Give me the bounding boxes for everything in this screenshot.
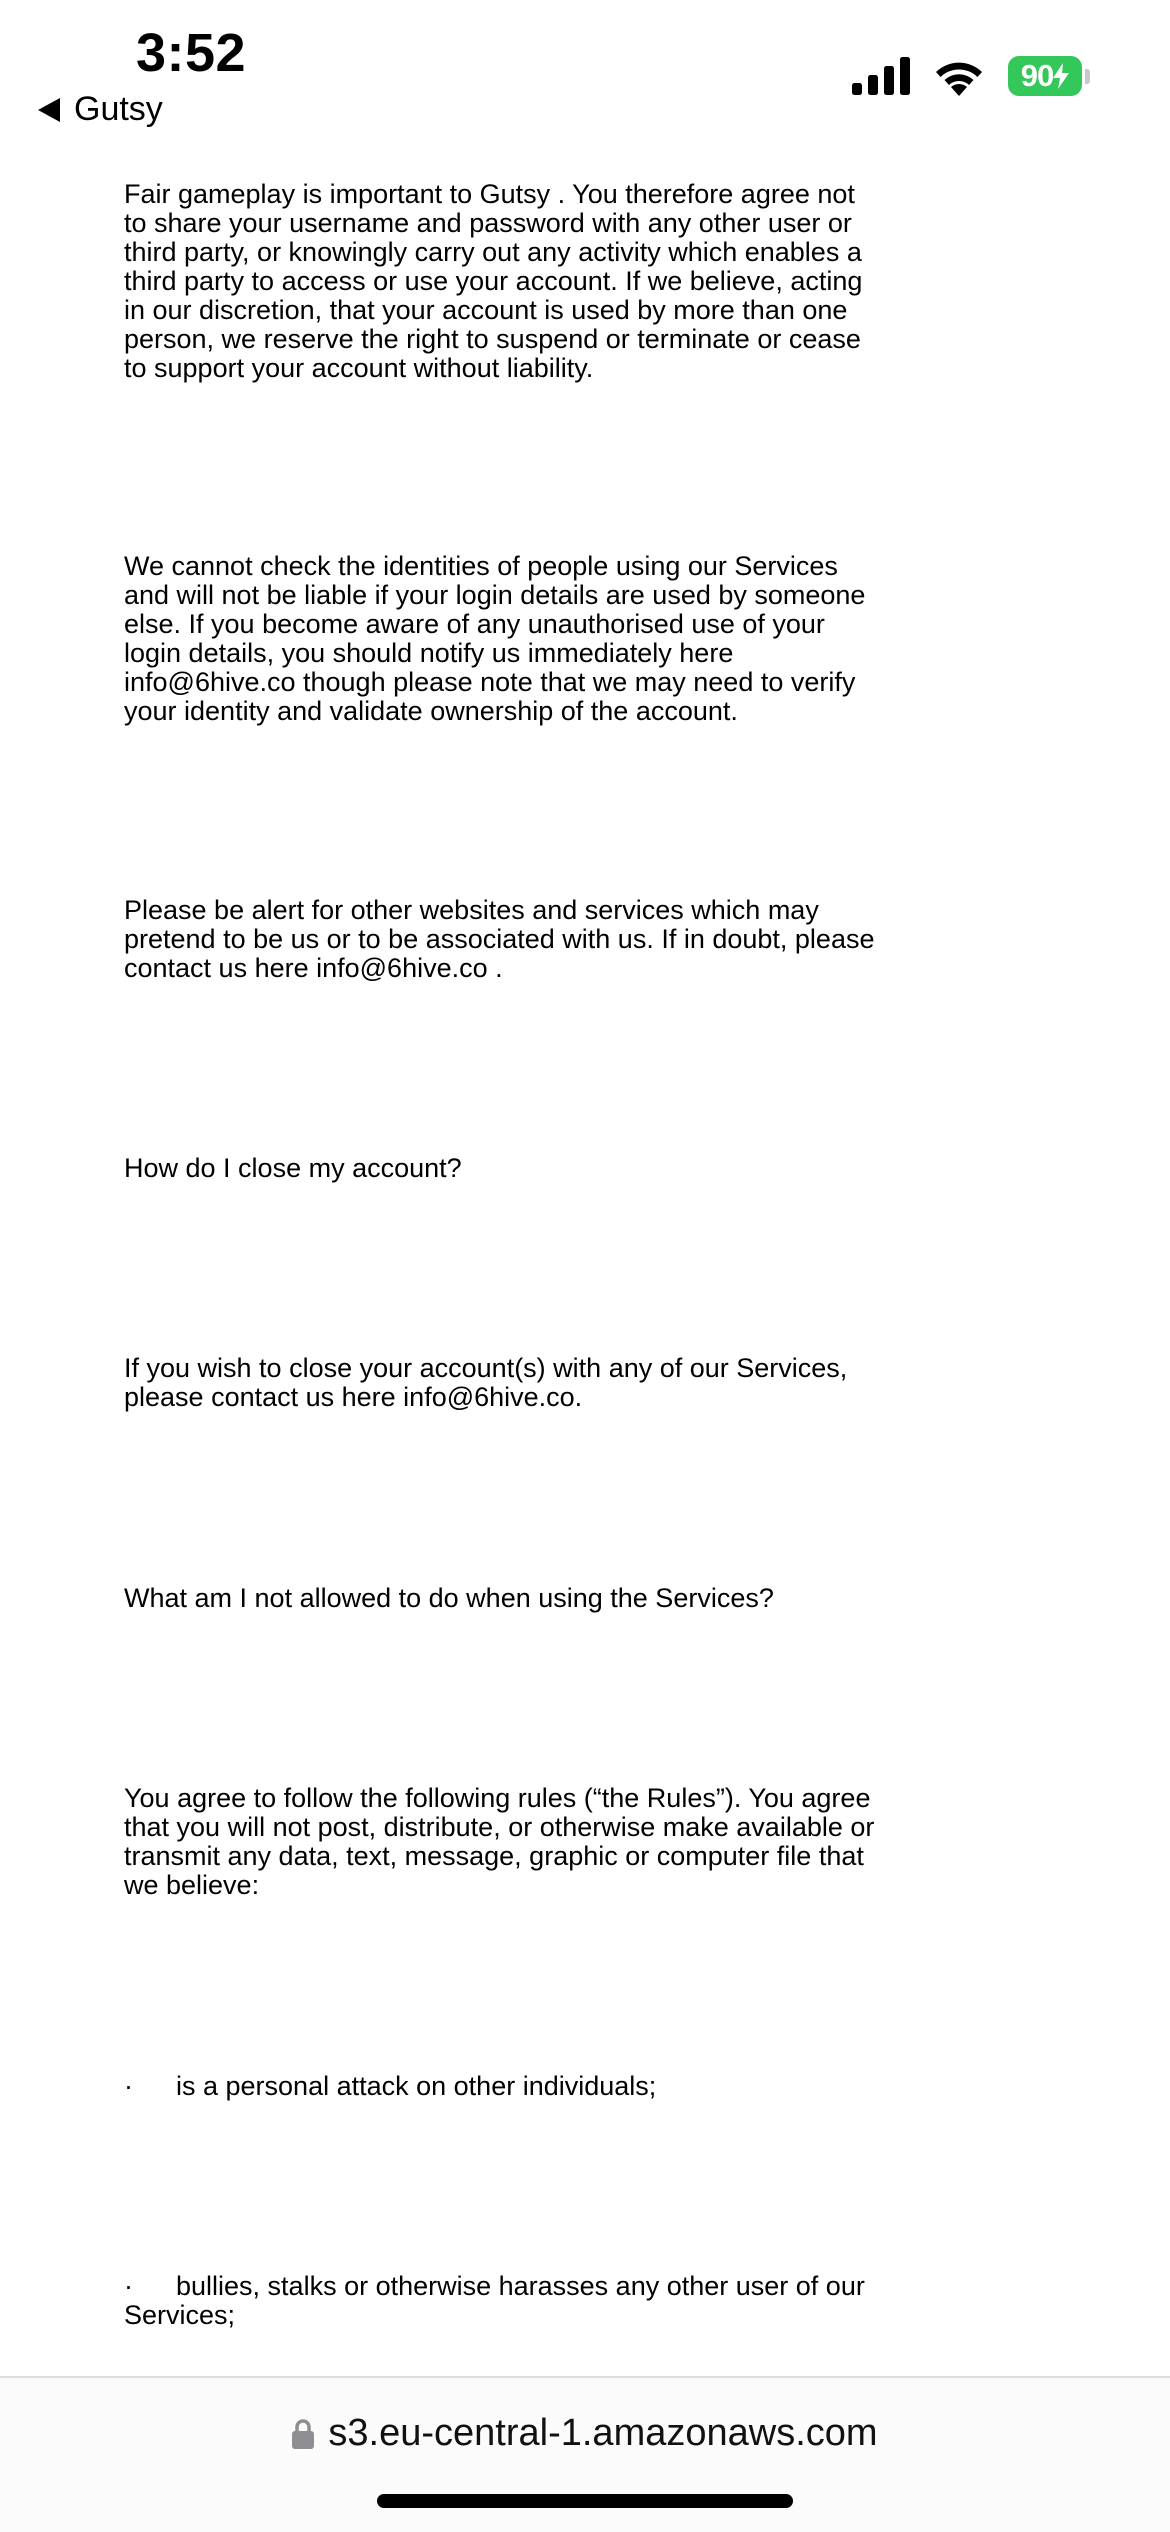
paragraph-rules: You agree to follow the following rules (“the Rules”). You agree that you will not post, distribute, or otherwise make available or transmit any data, text, message, graphic or computer file that we believe: xyxy=(124,1783,875,1900)
address-bar[interactable] xyxy=(0,2412,1170,2455)
list-item xyxy=(124,2272,884,2330)
status-icons xyxy=(852,56,1090,96)
back-to-app-button[interactable] xyxy=(38,90,163,129)
bullet-text: is a personal attack on other individuals; xyxy=(176,2071,657,2101)
battery-level: 90 xyxy=(1008,56,1082,96)
lock-icon xyxy=(292,2419,314,2449)
bullet-mark: · xyxy=(124,2271,133,2301)
url-text: s3.eu-central-1.amazonaws.com xyxy=(328,2412,878,2454)
back-triangle-icon xyxy=(38,98,60,122)
list-item xyxy=(124,2072,884,2101)
heading-close-account: How do I close my account? xyxy=(124,1153,462,1183)
home-indicator[interactable] xyxy=(377,2494,793,2508)
bullet-text: bullies, stalks or otherwise harasses any other user of our Services; xyxy=(124,2271,865,2330)
paragraph-close-account: If you wish to close your account(s) with any of our Services, please contact us here info@6hive.co. xyxy=(124,1353,848,1412)
back-app-label: Gutsy xyxy=(74,90,163,128)
paragraph-fair-gameplay: Fair gameplay is important to Gutsy . You therefore agree not to share your username and password with any other user or third party, or knowingly carry out any activity which enables a third party to access or use your account. If we believe, acting in our discretion, that your account is used by more than one person, we reserve the right to suspend or terminate or cease to support your account without liability. xyxy=(124,179,863,383)
status-time: 3:52 xyxy=(136,23,247,83)
bullet-mark: · xyxy=(124,2071,133,2101)
paragraph-identity-check: We cannot check the identities of people using our Services and will not be liable if your login details are used by someone else. If you become aware of any unauthorised use of your login details, you should notify us immediately here info@6hive.co though please note that we may need to verify your identity and validate ownership of the account. xyxy=(124,551,866,726)
heading-not-allowed: What am I not allowed to do when using the Services? xyxy=(124,1583,774,1613)
battery-icon xyxy=(1008,56,1090,96)
paragraph-alert-websites: Please be alert for other websites and services which may pretend to be us or to be associated with us. If in doubt, please contact us here info@6hive.co . xyxy=(124,895,875,983)
wifi-icon xyxy=(932,56,986,96)
browser-toolbar xyxy=(0,2376,1170,2532)
charging-bolt-icon xyxy=(1053,63,1069,89)
cellular-signal-icon xyxy=(852,57,910,95)
